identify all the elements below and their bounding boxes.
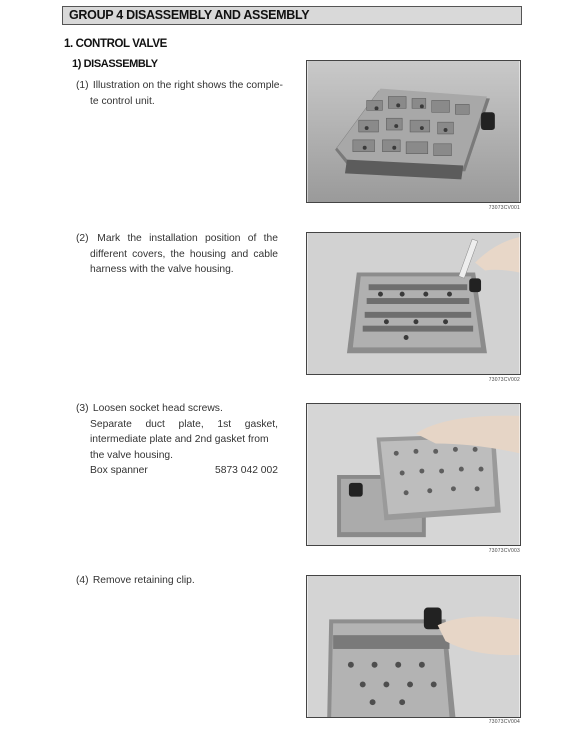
- step-text-line: Illustration on the right shows the comple-: [92, 80, 283, 91]
- photo-marking-position: [306, 232, 521, 375]
- image-caption: 73073CV004: [488, 719, 520, 725]
- step-text-line: intermediate plate and 2nd gasket from: [90, 434, 269, 445]
- tool-number: 5873 042 002: [215, 465, 278, 476]
- tool-row: [76, 463, 278, 479]
- step-1: [76, 78, 283, 109]
- control-valve-photo-2: [307, 233, 520, 374]
- step-text-line: harness with the valve housing.: [90, 264, 234, 275]
- photo-retaining-clip: [306, 575, 521, 718]
- step-text-line: Separate duct plate, 1st gasket,: [90, 418, 278, 430]
- image-caption: 73073CV003: [488, 548, 520, 554]
- step-text-line: te control unit.: [90, 95, 155, 107]
- step-text-line: Loosen socket head screws.: [92, 403, 223, 414]
- control-valve-photo-3: [307, 404, 520, 545]
- step-text-line: different covers, the housing and cable: [90, 248, 278, 260]
- tool-name: Box spanner: [90, 465, 148, 476]
- control-valve-photo-4: [307, 576, 520, 717]
- photo-separate-plates: [306, 403, 521, 546]
- image-caption: 73073CV001: [488, 205, 520, 211]
- step-text-line: Mark the installation position of the: [97, 233, 278, 244]
- step-number: (3): [76, 403, 89, 414]
- step-text-line: the valve housing.: [90, 449, 174, 461]
- step-2: [76, 231, 278, 278]
- step-3: [76, 401, 278, 479]
- step-number: (2): [76, 233, 89, 244]
- step-number: (4): [76, 575, 89, 586]
- step-number: (1): [76, 80, 89, 91]
- photo-complete-control-unit: [306, 60, 521, 203]
- section-title: 1. CONTROL VALVE: [64, 38, 167, 50]
- image-caption: 73073CV002: [488, 377, 520, 383]
- step-text-line: Remove retaining clip.: [92, 575, 195, 586]
- group-header: GROUP 4 DISASSEMBLY AND ASSEMBLY: [62, 6, 522, 25]
- control-valve-photo-1: [307, 61, 520, 202]
- subsection-title: 1) DISASSEMBLY: [72, 58, 158, 70]
- step-4: [76, 573, 278, 589]
